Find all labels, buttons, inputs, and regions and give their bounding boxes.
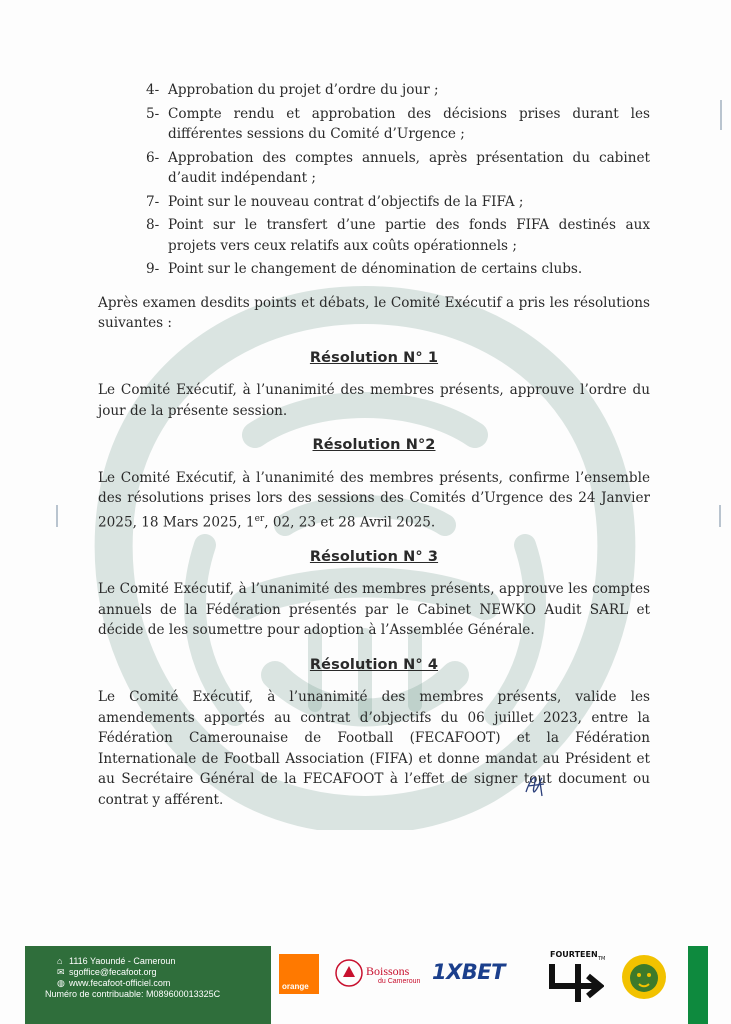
website-line xyxy=(57,978,271,989)
trademark-text: TM xyxy=(598,956,606,962)
agenda-number: 6- xyxy=(146,149,160,166)
agenda-item xyxy=(98,192,650,213)
scan-edge-mark xyxy=(719,505,721,527)
agenda-list xyxy=(98,80,650,280)
resolution-text: Le Comité Exécutif, à l’unanimité des membres présents, approuve les comptes annuels de la Fédération présentés par le Cabinet NEWKO Audit SARL et décide de les soumettre pour adoption à l’Assemblée Générale. xyxy=(98,581,650,639)
boissons-text: Boissons xyxy=(366,964,410,978)
orange-logo xyxy=(279,954,319,994)
xbet-logo: 1XBET xyxy=(432,960,505,984)
resolution-text-part: , 02, 23 et 28 Avril 2025. xyxy=(264,514,436,531)
orange-logo-text: orange xyxy=(282,982,309,991)
agenda-number: 7- xyxy=(146,193,160,210)
agenda-item xyxy=(98,104,650,145)
address-line xyxy=(57,956,271,967)
scan-edge-mark xyxy=(56,505,58,527)
globe-icon: ◍ xyxy=(57,978,65,988)
contact-box xyxy=(25,946,271,1024)
boissons-emblem-icon xyxy=(334,958,364,988)
agenda-item xyxy=(98,148,650,189)
agenda-text: Point sur le nouveau contrat d’objectifs de la FIFA ; xyxy=(168,193,524,210)
resolution-text-part: Le Comité Exécutif, à l’unanimité des membres présents, confirme l’ensemble des résolutions prises lors des sessions des Comités d’Urgence des 24 Janvier 2025, 18 Mars 2025, 1 xyxy=(98,469,650,531)
document-body xyxy=(98,80,650,810)
resolution-title: Résolution N° 4 xyxy=(309,656,439,673)
agenda-number: 9- xyxy=(146,261,160,277)
agenda-text: Compte rendu et approbation des décisions prises durant les différentes sessions du Comité d’Urgence ; xyxy=(168,105,650,142)
website-text: www.fecafoot-officiel.com xyxy=(69,978,171,988)
resolution-text: Le Comité Exécutif, à l’unanimité des membres présents, approuve l’ordre du jour de la présente session. xyxy=(98,382,650,419)
agenda-item xyxy=(98,215,650,256)
taxpayer-line: Numéro de contribuable: M089600013325C xyxy=(45,989,221,999)
green-flag-band xyxy=(688,946,708,1024)
ordinal-superscript: er xyxy=(254,513,265,524)
home-icon: ⌂ xyxy=(57,956,63,966)
agenda-text: Approbation du projet d’ordre du jour ; xyxy=(168,82,439,98)
resolution-title: Résolution N°2 xyxy=(312,437,436,453)
agenda-text: Point sur le changement de dénomination de certains clubs. xyxy=(168,261,583,277)
agenda-number: 5- xyxy=(146,105,160,122)
scan-edge-mark xyxy=(720,100,722,130)
agenda-item xyxy=(98,259,650,280)
resolution-text: Le Comité Exécutif, à l’unanimité des membres présents, valide les amendements apportés au contrat d’objectifs du 06 juillet 2023, entre la Fédération Camerounaise de Football (FECAFOOT) et la Fédération Internationale de Football Association (FIFA) et donne mandat au Président et au Secrétaire Général de la FECAFOOT à l’effet de signer tout document ou contrat y afférent. xyxy=(98,689,650,808)
mail-icon: ✉ xyxy=(57,967,65,977)
email-text: sgoffice@fecafoot.org xyxy=(69,967,157,977)
fourteen-logo xyxy=(546,950,608,1006)
agenda-text: Point sur le transfert d’une partie des fonds FIFA destinés aux projets vers ceux relatifs aux coûts opérationnels ; xyxy=(168,217,650,254)
resolution-title: Résolution N° 3 xyxy=(309,548,439,565)
agenda-number: 8- xyxy=(146,217,160,233)
boissons-logo xyxy=(334,952,430,996)
resolution-text xyxy=(98,468,650,533)
fourteen-mark-icon xyxy=(548,962,604,1004)
agenda-number: 4- xyxy=(146,82,160,98)
page-footer xyxy=(0,940,731,1024)
intro-paragraph: Après examen desdits points et débats, le Comité Exécutif a pris les résolutions suivantes : xyxy=(98,294,650,331)
agenda-text: Approbation des comptes annuels, après présentation du cabinet d’audit indépendant ; xyxy=(168,149,650,186)
resolution-title: Résolution N° 1 xyxy=(309,349,439,366)
boissons-subtext: du Cameroun xyxy=(378,978,421,985)
fourteen-text: FOURTEEN xyxy=(550,950,598,959)
lion-logo-icon xyxy=(621,954,667,1000)
signature-icon xyxy=(520,770,550,800)
agenda-item xyxy=(98,80,650,101)
email-line xyxy=(57,967,271,978)
address-text: 1116 Yaoundé - Cameroun xyxy=(69,956,176,966)
